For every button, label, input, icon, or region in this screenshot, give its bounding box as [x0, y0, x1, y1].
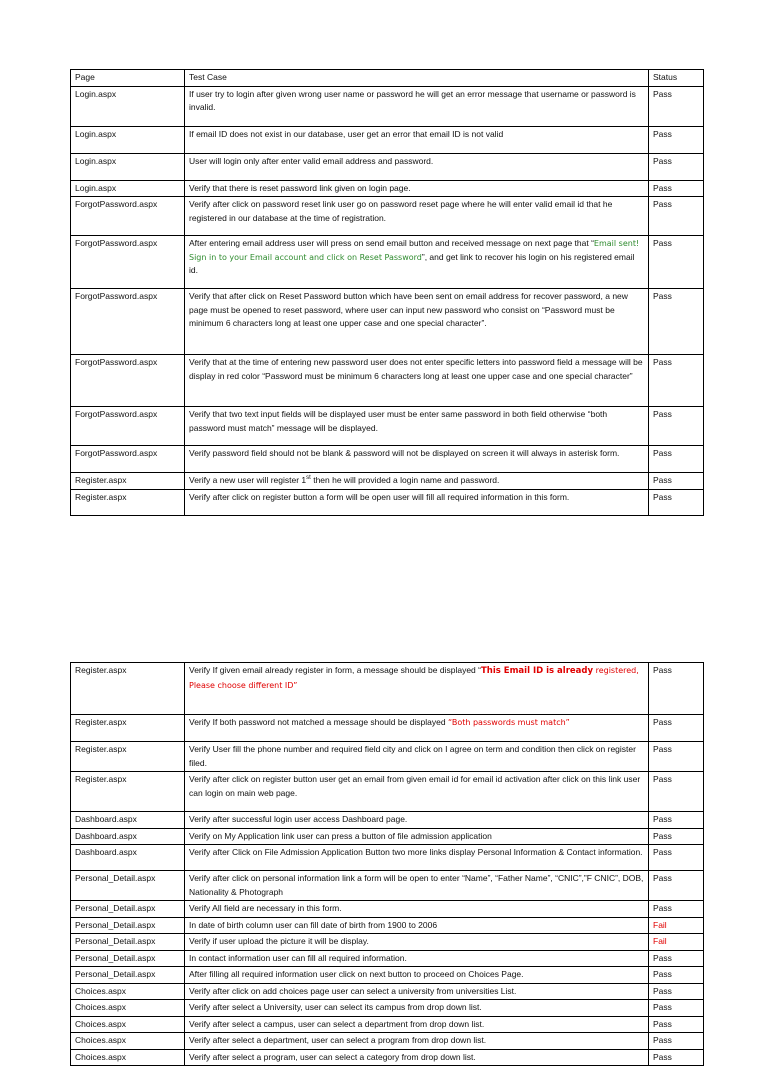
test-case-cell: Verify after successful login user access Dashboard page. — [185, 812, 649, 829]
status-cell: Pass — [649, 1049, 704, 1066]
status-cell: Pass — [649, 742, 704, 772]
table-row — [71, 1016, 704, 1033]
test-case-cell: Verify after click on personal information link a form will be open to enter “Name”, “Father Name”, “CNIC”,”F CNIC”, DOB, Nationality & Photograph — [185, 871, 649, 901]
header-test-case: Test Case — [185, 70, 649, 87]
status-cell: Pass — [649, 407, 704, 446]
page-cell: Personal_Detail.aspx — [71, 871, 185, 901]
page-cell: Personal_Detail.aspx — [71, 934, 185, 951]
text-part: Verify a new user will register 1 — [189, 475, 307, 485]
test-case-cell: In contact information user can fill all required information. — [185, 950, 649, 967]
page-cell: Choices.aspx — [71, 1016, 185, 1033]
page-cell: Choices.aspx — [71, 983, 185, 1000]
status-cell: Pass — [649, 715, 704, 742]
page-cell: Dashboard.aspx — [71, 845, 185, 871]
page-cell: ForgotPassword.aspx — [71, 355, 185, 407]
test-case-table-1 — [70, 69, 704, 516]
table-row — [71, 180, 704, 197]
red-message: registered, Please choose different ID” — [189, 666, 639, 690]
page-cell: Personal_Detail.aspx — [71, 901, 185, 918]
status-cell: Pass — [649, 812, 704, 829]
page-cell: ForgotPassword.aspx — [71, 407, 185, 446]
page-cell: Choices.aspx — [71, 1000, 185, 1017]
table-row — [71, 983, 704, 1000]
table-row — [71, 489, 704, 515]
test-case-cell: Verify after select a campus, user can select a department from drop down list. — [185, 1016, 649, 1033]
status-cell: Pass — [649, 197, 704, 236]
page-cell: Personal_Detail.aspx — [71, 917, 185, 934]
status-cell: Pass — [649, 871, 704, 901]
status-cell: Pass — [649, 663, 704, 715]
table-row — [71, 772, 704, 812]
test-case-cell: After filling all required information user click on next button to proceed on Choices Page. — [185, 967, 649, 984]
page-cell: Choices.aspx — [71, 1049, 185, 1066]
test-case-cell: In date of birth column user can fill date of birth from 1900 to 2006 — [185, 917, 649, 934]
table-row — [71, 197, 704, 236]
page-cell: Login.aspx — [71, 180, 185, 197]
status-cell: Pass — [649, 1000, 704, 1017]
test-case-cell: Verify that two text input fields will be displayed user must be enter same password in both field otherwise “both password must match” message will be displayed. — [185, 407, 649, 446]
table-row — [71, 407, 704, 446]
table-row — [71, 871, 704, 901]
table-row — [71, 845, 704, 871]
header-row — [71, 70, 704, 87]
status-cell: Pass — [649, 845, 704, 871]
status-cell: Pass — [649, 828, 704, 845]
test-case-cell: Verify on My Application link user can press a button of file admission application — [185, 828, 649, 845]
green-message: Email sent! Sign in to your Email account and click on Reset Password — [189, 239, 640, 262]
table-row — [71, 446, 704, 473]
page-cell: Login.aspx — [71, 86, 185, 126]
status-cell: Pass — [649, 289, 704, 355]
status-cell: Pass — [649, 86, 704, 126]
status-cell: Pass — [649, 983, 704, 1000]
text-part: Verify If given email already register in form, a message should be displayed “ — [189, 665, 481, 675]
page-cell: ForgotPassword.aspx — [71, 236, 185, 289]
red-message: “Both passwords must match” — [447, 718, 570, 727]
test-case-cell: Verify All field are necessary in this form. — [185, 901, 649, 918]
page-cell: Register.aspx — [71, 742, 185, 772]
table-row — [71, 934, 704, 951]
test-case-cell — [185, 236, 649, 289]
test-case-cell: Verify password field should not be blank & password will not be displayed on screen it will always in asterisk form. — [185, 446, 649, 473]
table-row — [71, 917, 704, 934]
page-cell: Register.aspx — [71, 772, 185, 812]
test-case-cell: Verify after click on add choices page user can select a university from universities List. — [185, 983, 649, 1000]
test-case-table-2 — [70, 662, 704, 1066]
status-cell: Pass — [649, 355, 704, 407]
test-case-cell: Verify that after click on Reset Password button which have been sent on email address for recover password, a new page must be opened to reset password, where user can input new password who consist on “Password must be minimum 6 characters long at least one upper case and one special character”. — [185, 289, 649, 355]
table-row — [71, 153, 704, 180]
test-case-cell: Verify if user upload the picture it will be display. — [185, 934, 649, 951]
table-row — [71, 355, 704, 407]
page-cell: Choices.aspx — [71, 1033, 185, 1050]
status-cell: Pass — [649, 180, 704, 197]
page-cell: Dashboard.aspx — [71, 828, 185, 845]
text-part: After entering email address user will press on send email button and received message on next page that “ — [189, 238, 594, 248]
test-case-cell: Verify after select a program, user can select a category from drop down list. — [185, 1049, 649, 1066]
test-case-cell — [185, 715, 649, 742]
status-cell-fail: Fail — [649, 934, 704, 951]
test-case-cell: If user try to login after given wrong user name or password he will get an error message that username or password is invalid. — [185, 86, 649, 126]
test-case-cell: Verify that at the time of entering new password user does not enter specific letters into password field a message will be display in red color “Password must be minimum 6 characters long at least one upper case and one special character” — [185, 355, 649, 407]
test-case-cell — [185, 663, 649, 715]
table-row — [71, 950, 704, 967]
table-row — [71, 967, 704, 984]
test-case-cell: Verify after select a department, user can select a program from drop down list. — [185, 1033, 649, 1050]
page-cell: Register.aspx — [71, 473, 185, 490]
test-case-cell: If email ID does not exist in our database, user get an error that email ID is not valid — [185, 126, 649, 153]
status-cell: Pass — [649, 153, 704, 180]
page-cell: Login.aspx — [71, 153, 185, 180]
table-row — [71, 126, 704, 153]
table-row — [71, 742, 704, 772]
test-case-cell: Verify after click on password reset link user go on password reset page where he will enter valid email id that he registered in our database at the time of registration. — [185, 197, 649, 236]
page-cell: Register.aspx — [71, 663, 185, 715]
table-row — [71, 473, 704, 490]
page-cell: Register.aspx — [71, 715, 185, 742]
status-cell: Pass — [649, 772, 704, 812]
status-cell: Pass — [649, 901, 704, 918]
text-part: then he will provided a login name and password. — [310, 475, 500, 485]
page-cell: ForgotPassword.aspx — [71, 446, 185, 473]
test-case-cell: Verify after Click on File Admission Application Button two more links display Personal Information & Contact information. — [185, 845, 649, 871]
table-row — [71, 1033, 704, 1050]
table-row — [71, 663, 704, 715]
status-cell: Pass — [649, 1016, 704, 1033]
page-cell: ForgotPassword.aspx — [71, 289, 185, 355]
table-row — [71, 86, 704, 126]
page-cell: ForgotPassword.aspx — [71, 197, 185, 236]
table-row — [71, 1049, 704, 1066]
header-page: Page — [71, 70, 185, 87]
table-row — [71, 901, 704, 918]
page-cell: Register.aspx — [71, 489, 185, 515]
test-case-cell: Verify User fill the phone number and required field city and click on I agree on term and condition then click on register filed. — [185, 742, 649, 772]
table-row — [71, 289, 704, 355]
red-message-bold: This Email ID is already — [480, 666, 594, 676]
page-cell: Personal_Detail.aspx — [71, 950, 185, 967]
status-cell: Pass — [649, 950, 704, 967]
page-cell: Personal_Detail.aspx — [71, 967, 185, 984]
status-cell: Pass — [649, 126, 704, 153]
superscript: st — [306, 475, 311, 482]
page-cell: Dashboard.aspx — [71, 812, 185, 829]
test-case-cell: User will login only after enter valid email address and password. — [185, 153, 649, 180]
status-cell: Pass — [649, 473, 704, 490]
text-part: Verify If both password not matched a message should be displayed — [189, 717, 448, 727]
table-row — [71, 828, 704, 845]
table-row — [71, 715, 704, 742]
status-cell: Pass — [649, 489, 704, 515]
status-cell-fail: Fail — [649, 917, 704, 934]
page-cell: Login.aspx — [71, 126, 185, 153]
test-case-cell: Verify after select a University, user can select its campus from drop down list. — [185, 1000, 649, 1017]
test-case-cell: Verify that there is reset password link given on login page. — [185, 180, 649, 197]
test-case-cell: Verify after click on register button a form will be open user will fill all required information in this form. — [185, 489, 649, 515]
status-cell: Pass — [649, 236, 704, 289]
table-row — [71, 1000, 704, 1017]
table-row — [71, 812, 704, 829]
status-cell: Pass — [649, 446, 704, 473]
status-cell: Pass — [649, 1033, 704, 1050]
text-part: ”, and get link to recover his login on his registered email id. — [189, 251, 635, 275]
header-status: Status — [649, 70, 704, 87]
table-row — [71, 236, 704, 289]
test-case-cell — [185, 473, 649, 490]
test-case-cell: Verify after click on register button user get an email from given email id for email id activation after click on this link user can login on main web page. — [185, 772, 649, 812]
status-cell: Pass — [649, 967, 704, 984]
